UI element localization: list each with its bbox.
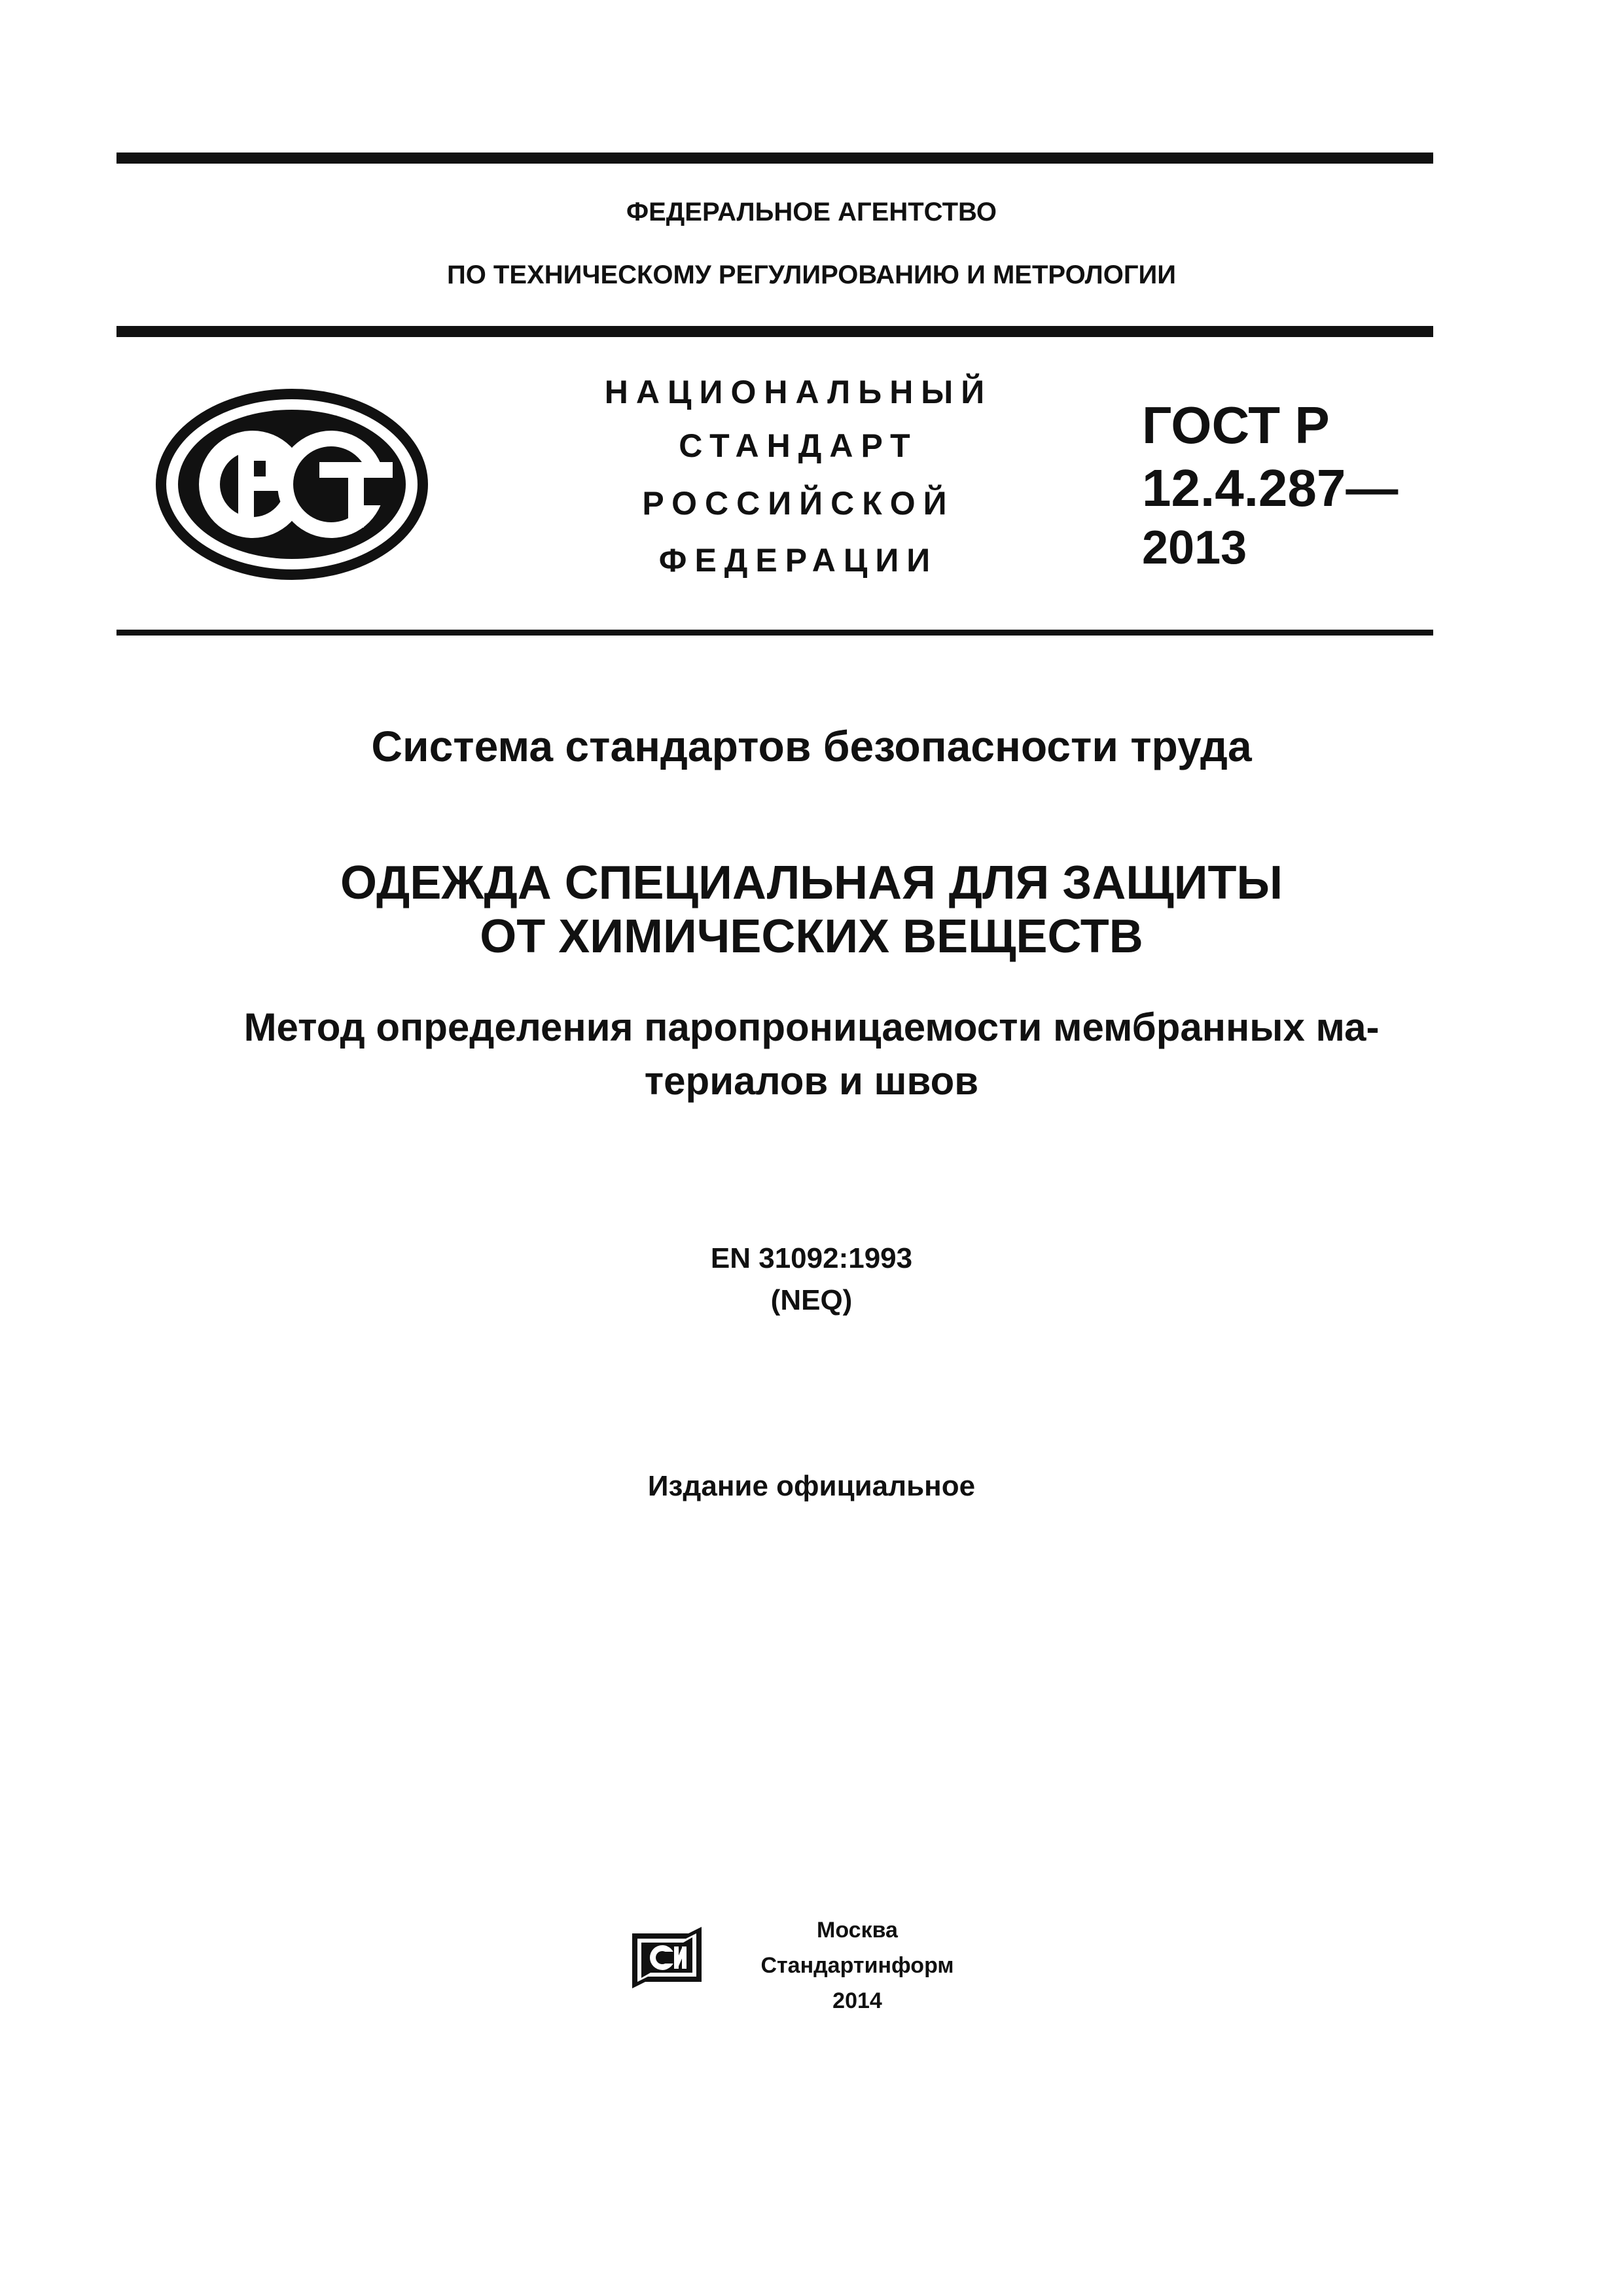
national-standard-line-1: НАЦИОНАЛЬНЫЙ (604, 374, 993, 410)
publisher-name: Стандартинформ (760, 1953, 954, 1978)
reference-equivalence: (NEQ) (770, 1284, 853, 1316)
subtitle-line-2: териалов и швов (644, 1059, 979, 1103)
national-standard-line-3: РОССИЙСКОЙ (642, 485, 955, 522)
publisher-city: Москва (817, 1918, 898, 1943)
reference-standard: EN 31092:1993 (710, 1242, 913, 1274)
national-standard-line-4: ФЕДЕРАЦИИ (658, 542, 938, 579)
standard-designation-line-1: ГОСТ Р (1142, 396, 1330, 454)
top-rule (116, 152, 1433, 164)
publication-year: 2014 (832, 1988, 882, 2013)
main-title-line-2: ОТ ХИМИЧЕСКИХ ВЕЩЕСТВ (480, 910, 1143, 963)
standard-designation-line-3: 2013 (1142, 522, 1247, 574)
national-standard-line-2: СТАНДАРТ (679, 427, 918, 464)
agency-name-line-1: ФЕДЕРАЛЬНОЕ АГЕНТСТВО (626, 198, 997, 226)
main-title-line-1: ОДЕЖДА СПЕЦИАЛЬНАЯ ДЛЯ ЗАЩИТЫ (340, 857, 1283, 909)
series-title: Система стандартов безопасности труда (371, 722, 1252, 770)
subtitle-line-1: Метод определения паропроницаемости мембранных ма- (243, 1005, 1380, 1049)
agency-name-line-2: ПО ТЕХНИЧЕСКОМУ РЕГУЛИРОВАНИЮ И МЕТРОЛОГИИ (446, 260, 1177, 289)
standard-designation-line-2: 12.4.287— (1142, 459, 1399, 517)
standartinform-logo-icon (628, 1927, 707, 1988)
bottom-rule (116, 630, 1433, 636)
edition-label: Издание официальное (647, 1470, 976, 1502)
middle-rule (116, 326, 1433, 337)
rst-certification-mark-icon (154, 386, 429, 583)
